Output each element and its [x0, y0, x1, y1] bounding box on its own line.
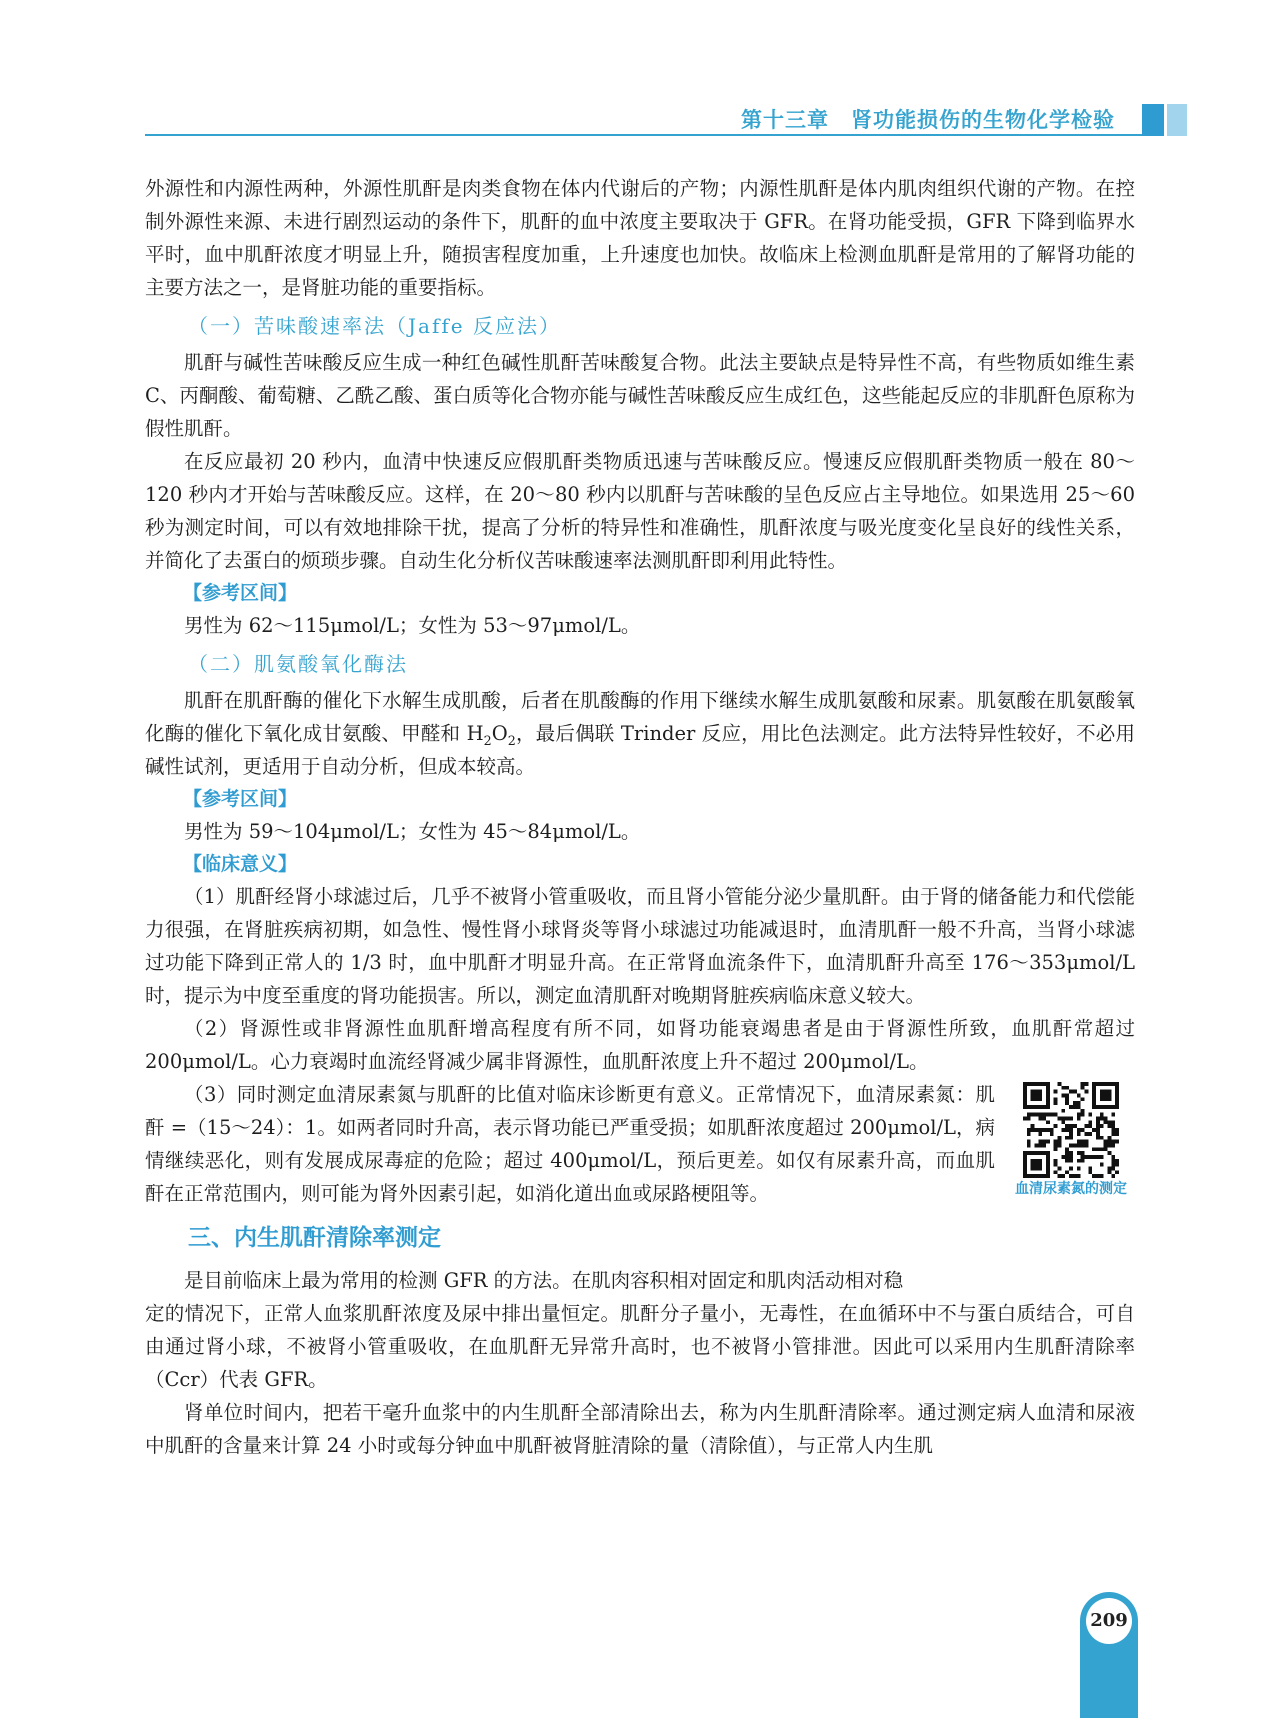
section3-paragraph-1-rest: 定的情况下，正常人血浆肌酐浓度及尿中排出量恒定。肌酐分子量小，无毒性，在血循环中不与蛋白质结合，可自由通过肾小球，不被肾小管重吸收，在血肌酐无异常升高时，也不被肾小管排泄。因此可以采用内生肌酐清除率（Ccr）代表 GFR。 [145, 1302, 1135, 1391]
reference-range-heading-2: 【参考区间】 [183, 788, 298, 810]
subheading-jaffe: （一）苦味酸速率法（Jaffe 反应法） [188, 314, 561, 338]
clinical-paragraph-1: （1）肌酐经肾小球滤过后，几乎不被肾小管重吸收，而且肾小管能分泌少量肌酐。由于肾的储备能力和代偿能力很强，在肾脏疾病初期，如急性、慢性肾小球肾炎等肾小球滤过功能减退时，血清肌酐一般不升高，当肾小球滤过功能下降到正常人的 1/3 时，血中肌酐才明显升高。在正常肾血流条件下，血清肌酐升高至 176～353μmol/L 时，提示为中度至重度的肾功能损害。所以，测定血清肌酐对晚期肾脏疾病临床意义较大。 [145, 885, 1135, 1007]
reference-range-1: 男性为 62～115μmol/L；女性为 53～97μmol/L。 [184, 614, 641, 637]
page-number: 209 [1086, 1598, 1132, 1644]
clinical-paragraph-3: （3）同时测定血清尿素氮与肌酐的比值对临床诊断更有意义。正常情况下，血清尿素氮：肌酐 =（15～24）：1。如两者同时升高，表示肾功能已严重受损；如肌酐浓度超过 200μmol/L，病情继续恶化，则有发展成尿毒症的危险；超过 400μmol/L，预后更差。如仅有尿素升高，而血肌酐在正常范围内，则可能为肾外因素引起，如消化道出血或尿路梗阻等。 [145, 1083, 995, 1205]
qr-row [145, 1078, 1135, 1210]
enzyme-paragraph [145, 684, 1135, 783]
header-accent-block [1142, 104, 1164, 136]
header-accent-block-light [1167, 104, 1187, 136]
enzyme-text-b: ，最后偶联 Trinder 反应，用比色法测定。此方法特异性较好，不必用碱性试剂，更适用于自动分析，但成本较高。 [145, 722, 1135, 778]
intro-paragraph: 外源性和内源性两种，外源性肌酐是肉类食物在体内代谢后的产物；内源性肌酐是体内肌肉组织代谢的产物。在控制外源性来源、未进行剧烈运动的条件下，肌酐的血中浓度主要取决于 GFR。在肾功能受损，GFR 下降到临界水平时，血中肌酐浓度才明显上升，随损害程度加重，上升速度也加快。故临床上检测血肌酐是常用的了解肾功能的主要方法之一，是肾脏功能的重要指标。 [145, 177, 1135, 299]
enzyme-subscript-2: 2 [507, 732, 516, 748]
section-heading-3: 三、内生肌酐清除率测定 [188, 1225, 441, 1251]
enzyme-text-o: O [491, 722, 508, 745]
enzyme-subscript-1: 2 [483, 732, 492, 748]
chapter-title: 第十三章 肾功能损伤的生物化学检验 [741, 108, 1115, 132]
qr-code-icon[interactable] [1023, 1082, 1119, 1178]
reference-range-2: 男性为 59～104μmol/L；女性为 45～84μmol/L。 [184, 820, 641, 843]
enzyme-text-a: 肌酐在肌酐酶的催化下水解生成肌酸，后者在肌酸酶的作用下继续水解生成肌氨酸和尿素。肌氨酸在肌氨酸氧化酶的催化下氧化成甘氨酸、甲醛和 H [145, 689, 1135, 745]
reference-range-heading-1: 【参考区间】 [183, 582, 298, 604]
subheading-sarcosine-oxidase: （二）肌氨酸氧化酶法 [188, 652, 408, 676]
section3-paragraph-2: 肾单位时间内，把若干毫升血浆中的内生肌酐全部清除出去，称为内生肌酐清除率。通过测定病人血清和尿液中肌酐的含量来计算 24 小时或每分钟血中肌酐被肾脏清除的量（清除值），与正常人内生肌 [145, 1401, 1135, 1457]
section3-paragraph-1-line1: 是目前临床上最为常用的检测 GFR 的方法。在肌肉容积相对固定和肌肉活动相对稳 [184, 1269, 904, 1292]
clinical-paragraph-2: （2）肾源性或非肾源性血肌酐增高程度有所不同，如肾功能衰竭患者是由于肾源性所致，血肌酐常超过 200μmol/L。心力衰竭时血流经肾减少属非肾源性，血肌酐浓度上升不超过 200μmol/L。 [145, 1017, 1135, 1073]
header-divider [145, 134, 1145, 136]
jaffe-paragraph-2: 在反应最初 20 秒内，血清中快速反应假肌酐类物质迅速与苦味酸反应。慢速反应假肌酐类物质一般在 80～120 秒内才开始与苦味酸反应。这样，在 20～80 秒内以肌酐与苦味酸的呈色反应占主导地位。如果选用 25～60 秒为测定时间，可以有效地排除干扰，提高了分析的特异性和准确性，肌酐浓度与吸光度变化呈良好的线性关系，并简化了去蛋白的烦琐步骤。自动生化分析仪苦味酸速率法测肌酐即利用此特性。 [145, 450, 1135, 572]
page-body [145, 172, 1135, 1462]
jaffe-paragraph-1: 肌酐与碱性苦味酸反应生成一种红色碱性肌酐苦味酸复合物。此法主要缺点是特异性不高，有些物质如维生素 C、丙酮酸、葡萄糖、乙酰乙酸、蛋白质等化合物亦能与碱性苦味酸反应生成红色，这些能起反应的非肌酐色原称为假性肌酐。 [145, 351, 1135, 440]
qr-caption: 血清尿素氮的测定 [1015, 1181, 1127, 1197]
clinical-significance-heading: 【临床意义】 [183, 853, 298, 875]
qr-code-block[interactable] [1007, 1082, 1135, 1200]
